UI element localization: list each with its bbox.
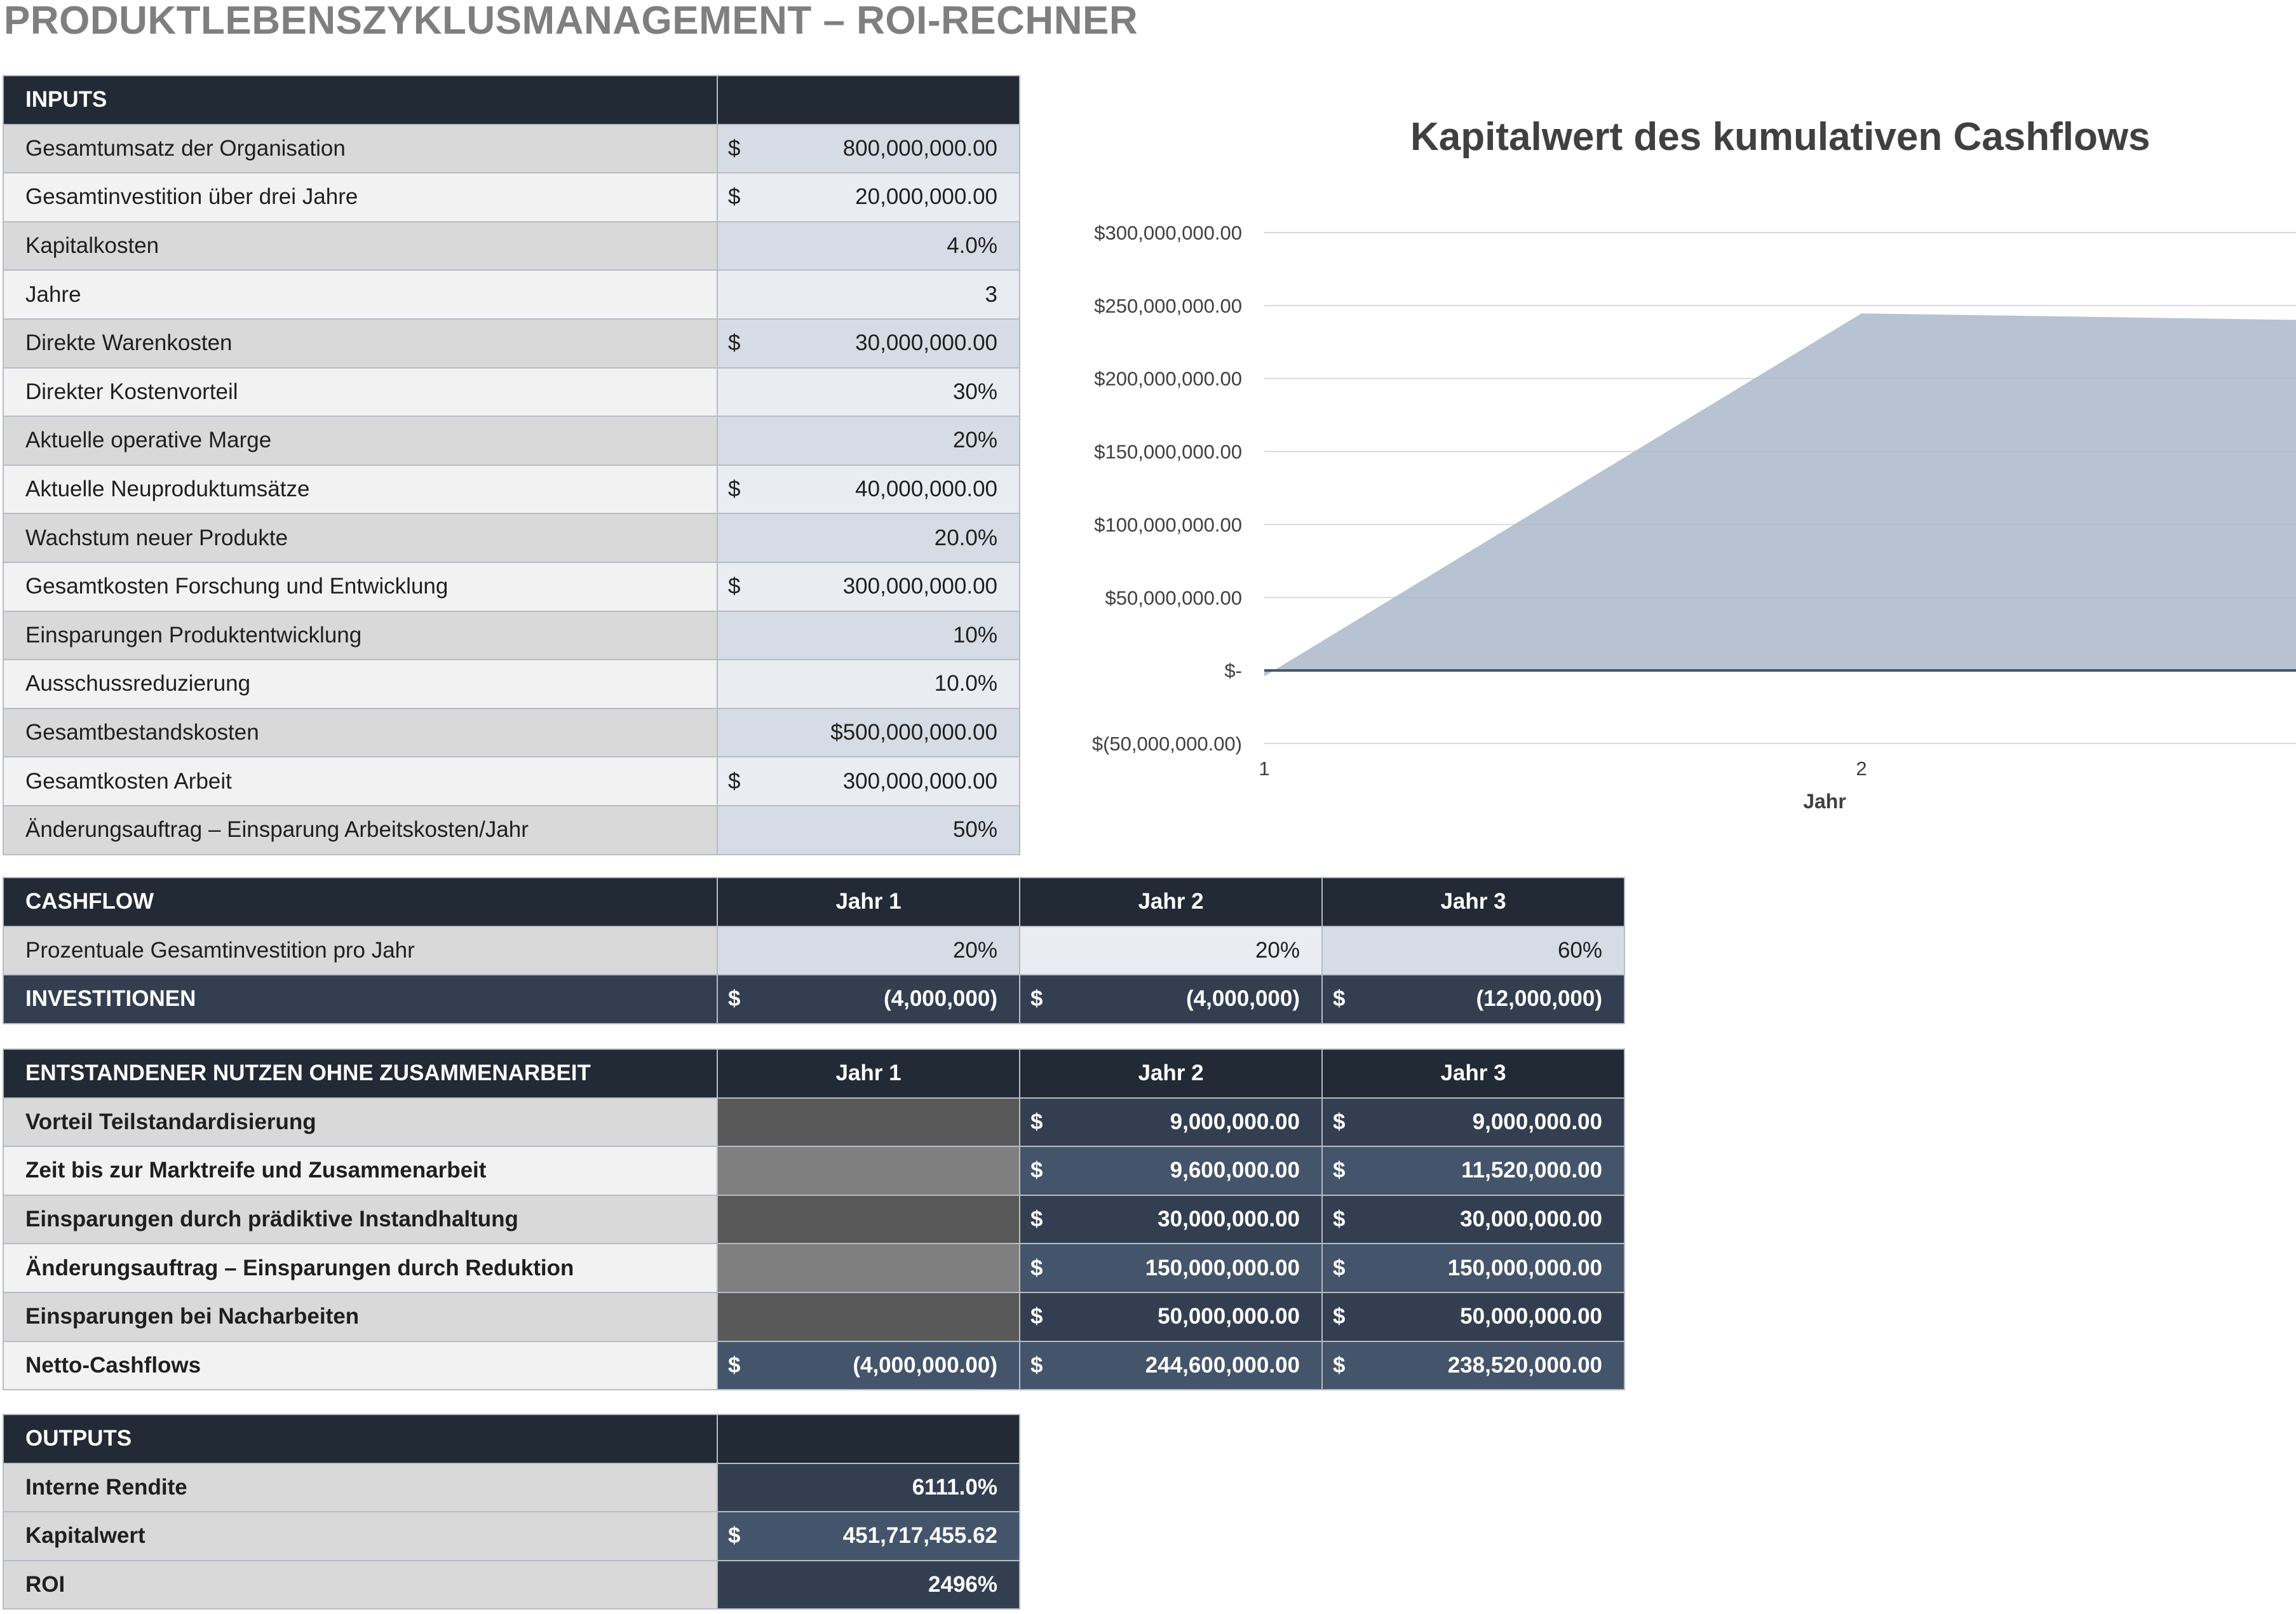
input-value: $500,000,000.00 (830, 720, 997, 745)
currency-symbol: $ (1333, 1255, 1346, 1280)
input-value: 20% (952, 428, 997, 453)
currency-symbol: $ (1030, 986, 1043, 1012)
input-value-cell[interactable] (717, 709, 1020, 757)
cashflow-year-1: Jahr 1 (717, 878, 1020, 926)
benefit-value: 9,000,000.00 (1472, 1109, 1602, 1134)
input-value-cell[interactable] (717, 562, 1020, 611)
chart-title: Kapitalwert des kumulativen Cashflows (1410, 115, 2151, 159)
currency-symbol: $ (728, 768, 741, 794)
input-value: 10% (952, 622, 997, 648)
npv-value-cell[interactable] (717, 1512, 1020, 1561)
input-value-cell[interactable] (717, 660, 1020, 709)
y-tick-label: $100,000,000.00 (1094, 513, 1242, 536)
outputs-header: OUTPUTS (3, 1414, 717, 1463)
invest-value: (4,000,000) (1185, 986, 1300, 1012)
input-value-cell[interactable] (717, 806, 1020, 855)
input-value-cell[interactable] (717, 270, 1020, 319)
benefit-label[interactable]: Vorteil Teilstandardisierung (3, 1098, 717, 1147)
currency-symbol: $ (728, 184, 741, 210)
cumulative-npv-chart[interactable] (1055, 95, 2296, 839)
y-tick-label: $(50,000,000.00) (1091, 733, 1242, 755)
input-label[interactable]: Aktuelle Neuproduktumsätze (3, 465, 717, 514)
input-row (3, 368, 1020, 417)
net-cashflow-cell[interactable] (717, 1341, 1020, 1390)
x-tick-label: 2 (1856, 757, 1867, 780)
currency-symbol: $ (1030, 1158, 1043, 1183)
area-series (1264, 313, 2296, 676)
input-value: 4.0% (947, 233, 997, 259)
benefits-table (3, 1048, 1625, 1390)
input-value-cell[interactable] (717, 757, 1020, 806)
benefit-value: 9,600,000.00 (1170, 1158, 1300, 1183)
cashflow-year-2: Jahr 2 (1020, 878, 1322, 926)
npv-label[interactable]: Kapitalwert (3, 1512, 717, 1561)
irr-label[interactable]: Interne Rendite (3, 1463, 717, 1512)
benefit-year1-empty[interactable] (717, 1146, 1020, 1195)
benefit-year3-cell[interactable] (1322, 1146, 1624, 1195)
invest-value: (4,000,000) (883, 986, 997, 1012)
benefit-value: 11,520,000.00 (1461, 1158, 1602, 1183)
input-label[interactable]: Einsparungen Produktentwicklung (3, 611, 717, 660)
y-tick-label: $50,000,000.00 (1105, 587, 1242, 609)
currency-symbol: $ (728, 477, 741, 502)
benefit-value: (4,000,000.00) (853, 1352, 997, 1378)
currency-symbol: $ (1333, 1304, 1346, 1329)
benefit-label[interactable]: Änderungsauftrag – Einsparungen durch Reduktion (3, 1244, 717, 1292)
npv-value: 451,717,455.62 (842, 1523, 997, 1549)
net-cashflow-label[interactable]: Netto-Cashflows (3, 1341, 717, 1390)
input-row (3, 806, 1020, 855)
input-value-cell[interactable] (717, 125, 1020, 173)
inputs-table (3, 75, 1020, 855)
irr-value[interactable]: 6111.0% (717, 1463, 1020, 1512)
y-tick-label: $300,000,000.00 (1094, 222, 1242, 244)
benefit-year1-empty[interactable] (717, 1098, 1020, 1147)
input-label[interactable]: Ausschussreduzierung (3, 660, 717, 709)
currency-symbol: $ (728, 986, 741, 1012)
input-value: 20.0% (934, 525, 997, 550)
input-label[interactable]: Gesamtinvestition über drei Jahre (3, 173, 717, 222)
benefit-year2-cell[interactable] (1020, 1098, 1322, 1147)
cashflow-year-3: Jahr 3 (1322, 878, 1624, 926)
outputs-table (3, 1414, 1020, 1610)
benefit-year3-cell[interactable] (1322, 1195, 1624, 1244)
input-label[interactable]: Direkte Warenkosten (3, 319, 717, 368)
input-row (3, 173, 1020, 222)
currency-symbol: $ (1030, 1207, 1043, 1232)
input-label[interactable]: Gesamtumsatz der Organisation (3, 125, 717, 173)
benefit-row (3, 1244, 1624, 1292)
net-cashflow-cell[interactable] (1020, 1341, 1322, 1390)
invest-value: (12,000,000) (1476, 986, 1602, 1012)
benefit-year2-cell[interactable] (1020, 1292, 1322, 1341)
currency-symbol: $ (1333, 1109, 1346, 1134)
cashflow-table (3, 877, 1625, 1024)
currency-symbol: $ (1333, 1207, 1346, 1232)
net-cashflow-row (3, 1341, 1624, 1390)
benefits-year-1: Jahr 1 (717, 1049, 1020, 1098)
benefits-year-2: Jahr 2 (1020, 1049, 1322, 1098)
benefit-value: 50,000,000.00 (1460, 1304, 1602, 1329)
y-tick-label: $150,000,000.00 (1094, 440, 1242, 463)
input-label[interactable]: Aktuelle operative Marge (3, 416, 717, 465)
currency-symbol: $ (728, 135, 741, 161)
y-tick-label: $250,000,000.00 (1094, 294, 1242, 317)
input-value-cell[interactable] (717, 368, 1020, 417)
input-value-cell[interactable] (717, 465, 1020, 514)
input-value-cell[interactable] (717, 173, 1020, 222)
input-row (3, 660, 1020, 709)
benefit-label[interactable]: Einsparungen durch prädiktive Instandhaltung (3, 1195, 717, 1244)
input-label[interactable]: Gesamtkosten Arbeit (3, 757, 717, 806)
input-value: 20,000,000.00 (855, 184, 997, 210)
input-value: 50% (952, 817, 997, 843)
input-value: 10.0% (934, 671, 997, 696)
invest-cell[interactable] (1322, 975, 1624, 1024)
input-label[interactable]: Gesamtbestandskosten (3, 709, 717, 757)
currency-symbol: $ (728, 330, 741, 356)
x-tick-label: 1 (1259, 757, 1270, 780)
y-tick-label: $200,000,000.00 (1094, 367, 1242, 390)
input-row (3, 709, 1020, 757)
input-label[interactable]: Kapitalkosten (3, 222, 717, 271)
benefit-label[interactable]: Zeit bis zur Marktreife und Zusammenarbeit (3, 1146, 717, 1195)
cashflow-header: CASHFLOW (3, 878, 717, 926)
outputs-header-blank (717, 1414, 1020, 1463)
invest-label[interactable]: INVESTITIONEN (3, 975, 717, 1024)
benefit-value: 30,000,000.00 (1460, 1207, 1602, 1232)
input-label[interactable]: Jahre (3, 270, 717, 319)
currency-symbol: $ (728, 1352, 741, 1378)
input-value: 40,000,000.00 (855, 477, 997, 502)
benefit-year1-empty[interactable] (717, 1195, 1020, 1244)
benefit-value: 30,000,000.00 (1158, 1207, 1300, 1232)
currency-symbol: $ (1030, 1109, 1043, 1134)
benefit-year3-cell[interactable] (1322, 1244, 1624, 1292)
input-value-cell[interactable] (717, 222, 1020, 271)
input-row (3, 319, 1020, 368)
input-value: 800,000,000.00 (842, 135, 997, 161)
benefit-year1-empty[interactable] (717, 1244, 1020, 1292)
percent-cell[interactable]: 20% (717, 926, 1020, 975)
page-title: PRODUKTLEBENSZYKLUSMANAGEMENT – ROI-RECHNER (4, 0, 1138, 43)
currency-symbol: $ (1030, 1255, 1043, 1280)
input-row (3, 125, 1020, 173)
input-row (3, 465, 1020, 514)
benefit-value: 244,600,000.00 (1145, 1352, 1300, 1378)
x-axis-title: Jahr (1803, 790, 1846, 813)
input-value-cell[interactable] (717, 513, 1020, 562)
benefit-year2-cell[interactable] (1020, 1244, 1322, 1292)
input-value-cell[interactable] (717, 319, 1020, 368)
benefit-label[interactable]: Einsparungen bei Nacharbeiten (3, 1292, 717, 1341)
input-row (3, 757, 1020, 806)
benefit-year3-cell[interactable] (1322, 1098, 1624, 1147)
benefit-year2-cell[interactable] (1020, 1195, 1322, 1244)
invest-cell[interactable] (1020, 975, 1322, 1024)
chart-plot (1055, 95, 2296, 839)
benefit-year2-cell[interactable] (1020, 1146, 1322, 1195)
roi-value[interactable]: 2496% (717, 1561, 1020, 1610)
benefits-header: ENTSTANDENER NUTZEN OHNE ZUSAMMENARBEIT (3, 1049, 717, 1098)
benefit-row (3, 1292, 1624, 1341)
percent-label[interactable]: Prozentuale Gesamtinvestition pro Jahr (3, 926, 717, 975)
input-row (3, 416, 1020, 465)
input-label[interactable]: Änderungsauftrag – Einsparung Arbeitskosten/Jahr (3, 806, 717, 855)
input-row (3, 611, 1020, 660)
benefit-row (3, 1195, 1624, 1244)
benefit-value: 150,000,000.00 (1447, 1255, 1602, 1280)
input-row (3, 562, 1020, 611)
benefit-row (3, 1146, 1624, 1195)
roi-label[interactable]: ROI (3, 1561, 717, 1610)
input-value: 300,000,000.00 (842, 574, 997, 599)
benefit-value: 9,000,000.00 (1170, 1109, 1300, 1134)
input-label[interactable]: Wachstum neuer Produkte (3, 513, 717, 562)
currency-symbol: $ (1333, 1352, 1346, 1378)
percent-cell[interactable]: 20% (1020, 926, 1322, 975)
percent-cell[interactable]: 60% (1322, 926, 1624, 975)
currency-symbol: $ (1030, 1304, 1043, 1329)
currency-symbol: $ (1333, 986, 1346, 1012)
input-value-cell[interactable] (717, 611, 1020, 660)
input-value: 30% (952, 379, 997, 404)
currency-symbol: $ (1030, 1352, 1043, 1378)
y-tick-label: $- (1224, 660, 1242, 682)
inputs-header-blank (717, 76, 1020, 125)
input-value-cell[interactable] (717, 416, 1020, 465)
currency-symbol: $ (728, 574, 741, 599)
invest-cell[interactable] (717, 975, 1020, 1024)
benefit-value: 50,000,000.00 (1158, 1304, 1300, 1329)
input-label[interactable]: Direkter Kostenvorteil (3, 368, 717, 417)
currency-symbol: $ (1333, 1158, 1346, 1183)
inputs-header: INPUTS (3, 76, 717, 125)
input-value: 3 (985, 281, 997, 307)
benefit-year3-cell[interactable] (1322, 1292, 1624, 1341)
input-row (3, 513, 1020, 562)
benefit-value: 150,000,000.00 (1145, 1255, 1300, 1280)
benefits-year-3: Jahr 3 (1322, 1049, 1624, 1098)
input-value: 300,000,000.00 (842, 768, 997, 794)
benefit-value: 238,520,000.00 (1447, 1352, 1602, 1378)
benefit-year1-empty[interactable] (717, 1292, 1020, 1341)
input-value: 30,000,000.00 (855, 330, 997, 356)
currency-symbol: $ (728, 1523, 741, 1549)
net-cashflow-cell[interactable] (1322, 1341, 1624, 1390)
benefit-row (3, 1098, 1624, 1147)
input-row (3, 222, 1020, 271)
input-label[interactable]: Gesamtkosten Forschung und Entwicklung (3, 562, 717, 611)
input-row (3, 270, 1020, 319)
